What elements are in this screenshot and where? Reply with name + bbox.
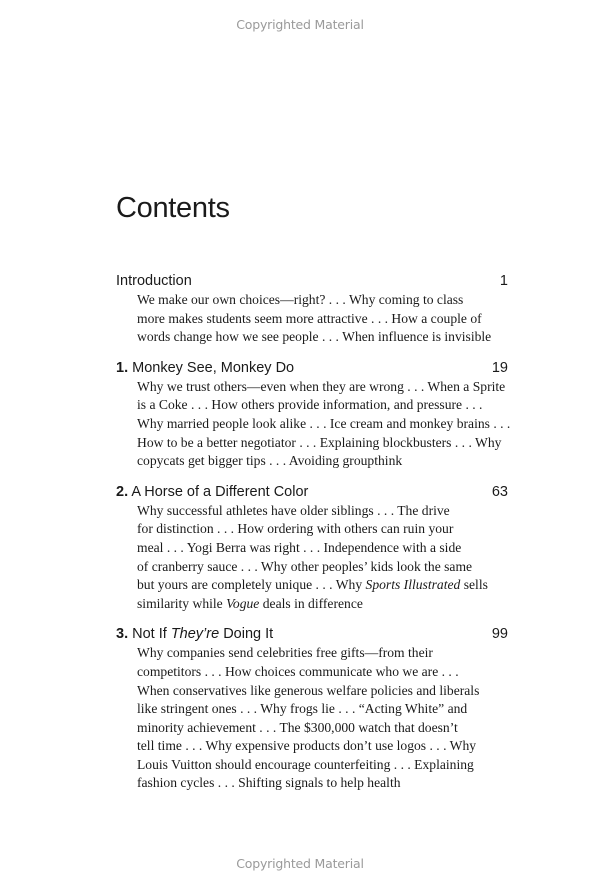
summary-line: for distinction . . . How ordering with others can ruin your — [137, 521, 454, 537]
summary-line: tell time . . . Why expensive products don’t use logos . . . Why — [137, 738, 477, 754]
magazine-title: Sports Illustrated — [365, 577, 461, 593]
toc-entry-chapter-3[interactable] — [116, 624, 508, 793]
copyright-watermark-top: Copyrighted Material — [236, 17, 364, 32]
summary-line: Why married people look alike . . . Ice cream and monkey brains . . . — [137, 415, 511, 431]
summary-line: fashion cycles . . . Shifting signals to help health — [137, 775, 401, 791]
toc-entry-heading — [116, 482, 508, 502]
summary-line: but yours are completely unique . . . Why Sports Illustrated sells — [137, 577, 488, 593]
toc-entry-chapter-2[interactable] — [116, 482, 508, 614]
chapter-number: 1. — [116, 359, 129, 376]
summary-line: When conservatives like generous welfare policies and liberals — [137, 682, 480, 698]
summary-line: Why companies send celebrities free gifts—from their — [137, 645, 433, 661]
summary-line: minority achievement . . . The $300,000 watch that doesn’t — [137, 719, 458, 735]
chapter-title: 1. Monkey See, Monkey Do — [116, 359, 295, 376]
summary-line: copycats get bigger tips . . . Avoiding groupthink — [137, 453, 403, 469]
chapter-number: 2. — [116, 483, 129, 500]
chapter-number: 3. — [116, 626, 129, 643]
summary-line: is a Coke . . . How others provide information, and pressure . . . — [137, 397, 483, 413]
summary-line: of cranberry sauce . . . Why other peoples’ kids look the same — [137, 558, 473, 574]
chapter-summary — [137, 644, 508, 793]
toc-entry-heading — [116, 271, 508, 291]
toc-entry-introduction[interactable] — [116, 271, 508, 347]
copyright-watermark-bottom: Copyrighted Material — [236, 856, 364, 871]
summary-line: more makes students seem more attractive . . . How a couple of — [137, 310, 482, 326]
summary-line: We make our own choices—right? . . . Why coming to class — [137, 292, 464, 307]
chapter-title: Introduction — [116, 273, 192, 289]
summary-line: similarity while Vogue deals in difference — [137, 595, 363, 611]
page-number: 1 — [499, 273, 508, 289]
summary-line: How to be a better negotiator . . . Explaining blockbusters . . . Why — [137, 434, 502, 450]
page-number: 19 — [491, 359, 508, 376]
page-title: Contents — [116, 192, 230, 224]
summary-line: Why successful athletes have older siblings . . . The drive — [137, 502, 450, 518]
chapter-title: 2. A Horse of a Different Color — [116, 483, 309, 500]
summary-line: like stringent ones . . . Why frogs lie . . . “Acting White” and — [137, 701, 468, 717]
chapter-summary — [137, 378, 511, 471]
summary-line: words change how we see people . . . When influence is invisible — [137, 329, 492, 345]
toc-entry-heading — [116, 624, 508, 644]
chapter-summary — [137, 291, 508, 347]
table-of-contents — [116, 271, 511, 804]
page-number: 99 — [491, 626, 508, 643]
toc-entry-chapter-1[interactable] — [116, 358, 511, 471]
summary-line: Louis Vuitton should encourage counterfeiting . . . Explaining — [137, 756, 474, 772]
chapter-title: 3. Not If They’re Doing It — [116, 626, 274, 643]
summary-line: Why we trust others—even when they are wrong . . . When a Sprite — [137, 378, 506, 394]
chapter-summary — [137, 502, 508, 614]
toc-entry-heading — [116, 358, 508, 378]
summary-line: meal . . . Yogi Berra was right . . . Independence with a side — [137, 539, 462, 555]
summary-line: competitors . . . How choices communicate who we are . . . — [137, 663, 459, 679]
page-number: 63 — [491, 483, 508, 500]
magazine-title: Vogue — [226, 595, 260, 611]
